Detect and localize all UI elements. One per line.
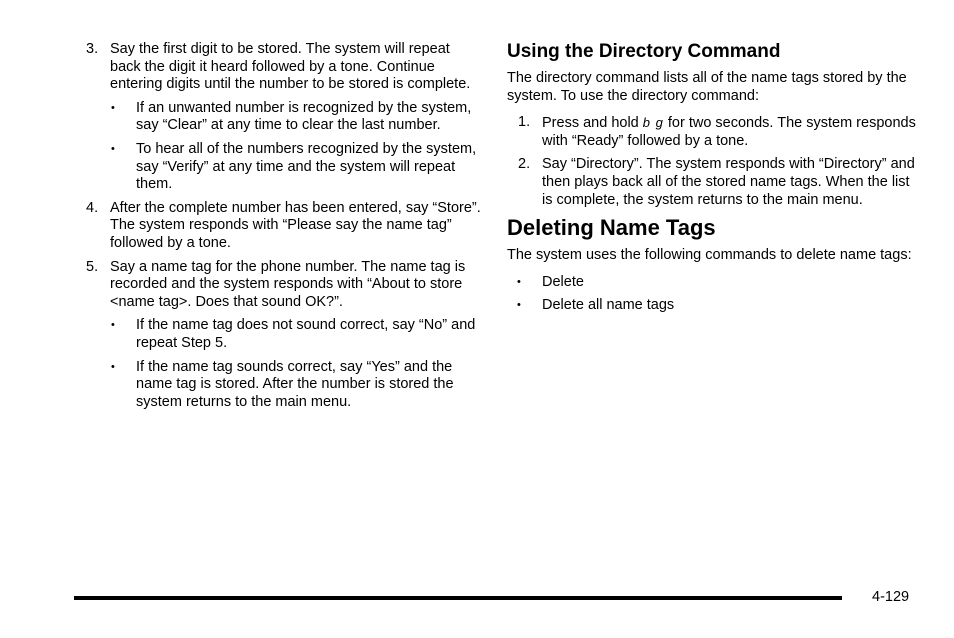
bullet-icon: •: [517, 299, 521, 312]
bullet-item: • If an unwanted number is recognized by the system, say “Clear” at any time to clear the last number.: [111, 99, 472, 134]
step-text: Say “Directory”. The system responds with “Directory” and then plays back all of the stored name tags. When the list is complete, the system returns to the main menu.: [542, 156, 915, 208]
bullet-icon: •: [517, 275, 521, 288]
page-number: 4-129: [872, 589, 910, 605]
step-4: [86, 200, 481, 253]
bullet-icon: •: [111, 101, 115, 114]
step-number: 2.: [518, 156, 531, 173]
bullet-item: • Delete: [517, 273, 584, 290]
bullet-icon: •: [111, 142, 115, 155]
step-number: 5.: [86, 258, 99, 275]
directory-intro: The directory command lists all of the name tags stored by the system. To use the directory command:: [507, 70, 907, 104]
phone-voice-icon: b g: [642, 115, 664, 131]
directory-step-2: [518, 156, 917, 209]
bullet-item: • If the name tag does not sound correct, say “No” and repeat Step 5.: [111, 317, 476, 351]
footer-rule: [74, 596, 842, 600]
left-column: [86, 41, 481, 417]
step-number: 3.: [86, 41, 99, 57]
step-number: 1.: [518, 114, 531, 131]
bullet-item: • If the name tag sounds correct, say “Yes” and the name tag is stored. After the number is stored the system returns to the main menu.: [111, 358, 454, 410]
step-3: [86, 41, 481, 94]
step-text: Say a name tag for the phone number. The name tag is recorded and the system responds with “About to store <name tag>. Does that sound OK?”.: [110, 258, 466, 310]
step-5: [86, 259, 481, 312]
bullet-icon: •: [111, 360, 115, 373]
directory-step-1: [518, 114, 917, 150]
right-column: [507, 41, 917, 321]
deleting-intro: The system uses the following commands to delete name tags:: [507, 247, 912, 264]
bullet-item: • To hear all of the numbers recognized by the system, say “Verify” at any time and the system will repeat them.: [111, 140, 477, 193]
bullet-item: • Delete all name tags: [517, 297, 675, 314]
bullet-icon: •: [111, 319, 115, 332]
step-text: Press and hold b g for two seconds. The system responds with “Ready” followed by a tone.: [542, 115, 916, 149]
step-number: 4.: [86, 199, 99, 216]
step-text: After the complete number has been entered, say “Store”. The system responds with “Please say the name tag” followed by a tone.: [110, 199, 481, 251]
directory-heading: Using the Directory Command: [507, 41, 781, 62]
step-text: Say the first digit to be stored. The system will repeat back the digit it heard followed by a tone. Continue entering digits until the number to be stored is complete.: [110, 41, 471, 93]
deleting-heading: Deleting Name Tags: [507, 215, 716, 241]
